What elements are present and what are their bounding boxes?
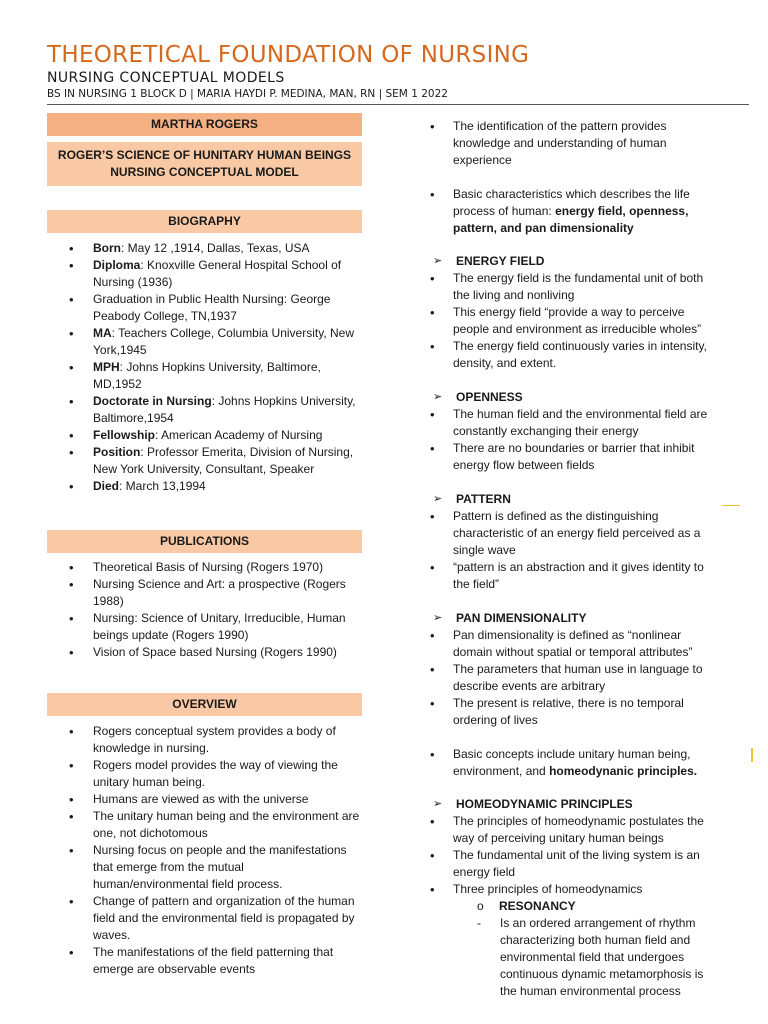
model-band — [47, 142, 362, 186]
model-band-line2: NURSING CONCEPTUAL MODEL — [110, 165, 299, 179]
list-item: • Rogers conceptual system provides a body of knowledge in nursing. — [47, 723, 362, 757]
highlight-mark — [722, 505, 740, 506]
overview-list — [47, 723, 362, 978]
list-item: • Diploma: Knoxville General Hospital School of Nursing (1936) — [47, 257, 362, 291]
list-item: • Graduation in Public Health Nursing: George Peabody College, TN,1937 — [47, 291, 362, 325]
list-item: • Nursing focus on people and the manifestations that emerge from the mutual human/environmental field process. — [47, 842, 362, 893]
pattern-list — [425, 508, 723, 593]
list-item: • MPH: Johns Hopkins University, Baltimore, MD,1952 — [47, 359, 362, 393]
intro-list — [425, 118, 723, 237]
circle-bullet-icon: o — [477, 899, 484, 913]
list-item: • Humans are viewed as with the universe — [47, 791, 362, 808]
list-item: • The principles of homeodynamic postulates the way of perceiving unitary human beings — [425, 813, 723, 847]
publications-heading: PUBLICATIONS — [47, 530, 362, 553]
name-band: MARTHA ROGERS — [47, 113, 362, 136]
homeodynamic-list — [425, 813, 723, 898]
pan-dimensionality-heading: ➢ PAN DIMENSIONALITY — [433, 611, 587, 625]
list-item: • The manifestations of the field patterning that emerge are observable events — [47, 944, 362, 978]
list-item: • Nursing: Science of Unitary, Irreducible, Human beings update (Rogers 1990) — [47, 610, 362, 644]
energy-field-list — [425, 270, 723, 372]
list-item: • This energy field “provide a way to perceive people and environment as irreducible wholes” — [425, 304, 723, 338]
arrow-icon: ➢ — [433, 391, 443, 403]
list-item: • The present is relative, there is no temporal ordering of lives — [425, 695, 723, 729]
arrow-icon: ➢ — [433, 798, 443, 810]
arrow-icon: ➢ — [433, 493, 443, 505]
list-item: • Three principles of homeodynamics — [425, 881, 723, 898]
list-item: • Fellowship: American Academy of Nursing — [47, 427, 362, 444]
list-item: • Pan dimensionality is defined as “nonlinear domain without spatial or temporal attributes” — [425, 627, 723, 661]
pattern-heading: ➢ PATTERN — [433, 492, 511, 506]
list-item: • The parameters that human use in language to describe events are arbitrary — [425, 661, 723, 695]
list-item: • Theoretical Basis of Nursing (Rogers 1970) — [47, 559, 362, 576]
list-item: • Position: Professor Emerita, Division of Nursing, New York University, Consultant, Speaker — [47, 444, 362, 478]
document-subtitle: NURSING CONCEPTUAL MODELS — [47, 70, 285, 86]
energy-field-heading: ➢ ENERGY FIELD — [433, 254, 545, 268]
list-item: • The energy field is the fundamental unit of both the living and nonliving — [425, 270, 723, 304]
list-item: • Rogers model provides the way of viewing the unitary human being. — [47, 757, 362, 791]
list-item: • The fundamental unit of the living system is an energy field — [425, 847, 723, 881]
list-item: • Doctorate in Nursing: Johns Hopkins University, Baltimore,1954 — [47, 393, 362, 427]
list-item: • Pattern is defined as the distinguishing characteristic of an energy field perceived as a single wave — [425, 508, 723, 559]
resonancy-heading: o RESONANCY — [477, 899, 576, 913]
dash-bullet-icon: - — [477, 916, 481, 930]
list-item: • Basic characteristics which describes the life process of human: energy field, openness, pattern, and pan dimensionality — [425, 186, 723, 237]
model-band-line1: ROGER’S SCIENCE OF HUNITARY HUMAN BEINGS — [57, 148, 352, 162]
list-item: • The identification of the pattern provides knowledge and understanding of human experience — [425, 118, 723, 169]
header-divider — [47, 104, 749, 105]
list-item: • Change of pattern and organization of the human field and the environmental field is propagated by waves. — [47, 893, 362, 944]
list-item: • The unitary human being and the environment are one, not dichotomous — [47, 808, 362, 842]
biography-list — [47, 240, 362, 495]
list-item: • “pattern is an abstraction and it gives identity to the field” — [425, 559, 723, 593]
openness-heading: ➢ OPENNESS — [433, 390, 523, 404]
overview-heading: OVERVIEW — [47, 693, 362, 716]
list-item: • The energy field continuously varies in intensity, density, and extent. — [425, 338, 723, 372]
list-item: • There are no boundaries or barrier that inhibit energy flow between fields — [425, 440, 723, 474]
list-item: • Nursing Science and Art: a prospective (Rogers 1988) — [47, 576, 362, 610]
list-item: • Basic concepts include unitary human being, environment, and homeodynanic principles. — [425, 746, 723, 780]
homeodynamic-heading: ➢ HOMEODYNAMIC PRINCIPLES — [433, 797, 633, 811]
openness-list — [425, 406, 723, 474]
arrow-icon: ➢ — [433, 612, 443, 624]
arrow-icon: ➢ — [433, 255, 443, 267]
publications-list — [47, 559, 362, 661]
left-column — [47, 113, 362, 978]
document-title: THEORETICAL FOUNDATION OF NURSING — [47, 42, 530, 68]
list-item: • Vision of Space based Nursing (Rogers 1990) — [47, 644, 362, 661]
highlight-mark — [751, 748, 753, 762]
pan-dimensionality-list — [425, 627, 723, 729]
right-column — [425, 118, 723, 1000]
list-item: • Died: March 13,1994 — [47, 478, 362, 495]
biography-heading: BIOGRAPHY — [47, 210, 362, 233]
resonancy-definition: - Is an ordered arrangement of rhythm characterizing both human field and environmental field that undergoes continuous dynamic metamorphosis is the human environmental process — [477, 916, 704, 998]
list-item: • MA: Teachers College, Columbia University, New York,1945 — [47, 325, 362, 359]
list-item: • Born: May 12 ,1914, Dallas, Texas, USA — [47, 240, 362, 257]
document-byline: BS IN NURSING 1 BLOCK D | MARIA HAYDI P. MEDINA, MAN, RN | SEM 1 2022 — [47, 88, 448, 100]
basic-concepts-list — [425, 746, 723, 780]
list-item: • The human field and the environmental field are constantly exchanging their energy — [425, 406, 723, 440]
